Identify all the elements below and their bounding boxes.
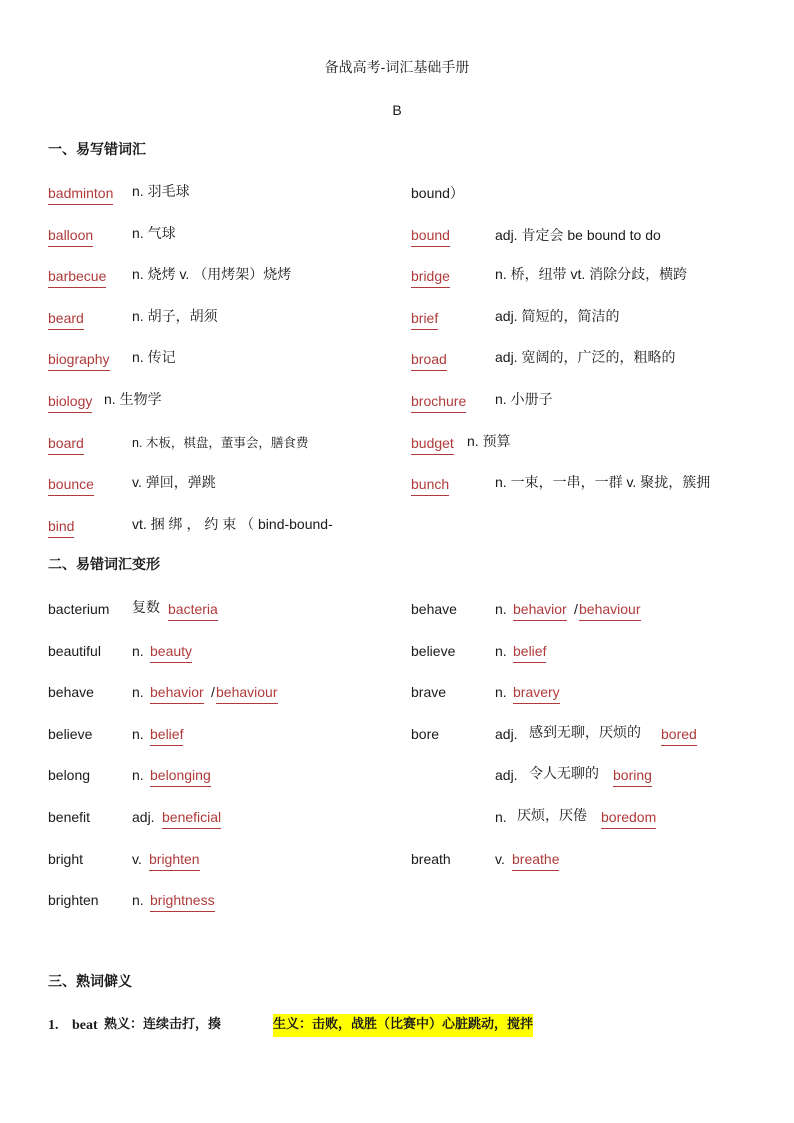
meaning-text: 感到无聊，厌烦的 bbox=[529, 724, 641, 740]
part-of-speech: adj. bbox=[495, 767, 518, 783]
vocab-word: board bbox=[48, 434, 84, 455]
derived-form: brightness bbox=[150, 891, 215, 912]
base-word: behave bbox=[411, 601, 457, 617]
vocab-word: brief bbox=[411, 309, 438, 330]
meaning-text: 厌烦，厌倦 bbox=[517, 807, 587, 823]
vocab-definition: v. 弹回，弹跳 bbox=[132, 474, 216, 490]
base-word: benefit bbox=[48, 809, 91, 825]
vocab-definition: adj. 简短的，简洁的 bbox=[495, 308, 620, 324]
part-of-speech: adj. bbox=[495, 726, 518, 742]
vocab-word: budget bbox=[411, 434, 454, 455]
derived-form: boredom bbox=[601, 808, 656, 829]
base-word: behave bbox=[48, 684, 94, 700]
vocab-definition: n. 生物学 bbox=[104, 391, 162, 407]
base-word: bright bbox=[48, 851, 84, 867]
part-of-speech: n. bbox=[495, 601, 507, 617]
vocab-definition: adj. 宽阔的，广泛的，粗略的 bbox=[495, 349, 676, 365]
section3-heading: 三、熟词僻义 bbox=[48, 974, 132, 990]
part-of-speech: adj. bbox=[132, 809, 155, 825]
vocab-word: biology bbox=[48, 392, 92, 413]
vocab-definition: n. 胡子，胡须 bbox=[132, 308, 218, 324]
part-of-speech: n. bbox=[132, 643, 144, 659]
base-word: belong bbox=[48, 767, 91, 783]
derived-form: belonging bbox=[150, 766, 211, 787]
part-of-speech: n. bbox=[132, 892, 144, 908]
derived-form: belief bbox=[150, 725, 183, 746]
vocab-word: bunch bbox=[411, 475, 449, 496]
derived-form: beauty bbox=[150, 642, 192, 663]
vocab-word: biography bbox=[48, 350, 110, 371]
vocab-definition: n. 小册子 bbox=[495, 391, 553, 407]
vocab-word: broad bbox=[411, 350, 447, 371]
section-letter: B bbox=[392, 102, 402, 118]
meaning-text: 令人无聊的 bbox=[529, 765, 599, 781]
vocab-definition: vt. 捆 绑 ， 约 束 （ bind-bound- bbox=[132, 516, 333, 532]
item-number: 1. bbox=[48, 1018, 59, 1033]
derived-form: behavior bbox=[150, 683, 204, 704]
base-word: brighten bbox=[48, 892, 99, 908]
vocab-definition: n. 桥，纽带 vt. 消除分歧，横跨 bbox=[495, 266, 688, 282]
vocab-word: bound bbox=[411, 226, 450, 247]
vocab-definition: n. 气球 bbox=[132, 225, 176, 241]
slash-separator: / bbox=[211, 684, 215, 700]
derived-form: behaviour bbox=[579, 600, 641, 621]
familiar-meaning: 熟义：连续击打，揍 bbox=[104, 1017, 222, 1032]
derived-form: behaviour bbox=[216, 683, 278, 704]
section2-heading: 二、易错词汇变形 bbox=[48, 557, 160, 573]
part-of-speech: n. bbox=[132, 684, 144, 700]
vocab-definition: n. 烧烤 v. （用烤架）烧烤 bbox=[132, 266, 292, 282]
derived-form: bravery bbox=[513, 683, 560, 704]
vocab-word: balloon bbox=[48, 226, 93, 247]
base-word: beautiful bbox=[48, 643, 101, 659]
rare-meaning-highlight: 生义：击败，战胜（比赛中）心脏跳动，搅拌 bbox=[273, 1014, 533, 1037]
base-word: brave bbox=[411, 684, 447, 700]
derived-form: breathe bbox=[512, 850, 559, 871]
part-of-speech: n. bbox=[495, 643, 507, 659]
derived-form: behavior bbox=[513, 600, 567, 621]
vocab-word: beard bbox=[48, 309, 84, 330]
part-of-speech: n. bbox=[495, 809, 507, 825]
vocab-definition: n. 木板，棋盘，董事会，膳食费 bbox=[132, 436, 309, 450]
vocab-definition: n. 羽毛球 bbox=[132, 183, 190, 199]
vocab-word: brochure bbox=[411, 392, 466, 413]
part-of-speech: v. bbox=[132, 851, 142, 867]
vocab-continuation: bound） bbox=[411, 185, 464, 201]
vocab-word: barbecue bbox=[48, 267, 106, 288]
base-word: bacterium bbox=[48, 601, 110, 617]
derived-form: bored bbox=[661, 725, 697, 746]
part-of-speech: n. bbox=[495, 684, 507, 700]
page-title: 备战高考-词汇基础手册 bbox=[324, 59, 470, 75]
derived-form: beneficial bbox=[162, 808, 221, 829]
vocab-word: bridge bbox=[411, 267, 450, 288]
vocab-word: badminton bbox=[48, 184, 113, 205]
derived-form: belief bbox=[513, 642, 546, 663]
base-word: breath bbox=[411, 851, 451, 867]
part-of-speech: 复数 bbox=[132, 599, 160, 615]
part-of-speech: n. bbox=[132, 767, 144, 783]
derived-form: bacteria bbox=[168, 600, 218, 621]
headword: beat bbox=[72, 1018, 98, 1033]
vocab-word: bounce bbox=[48, 475, 94, 496]
base-word: believe bbox=[48, 726, 93, 742]
section1-heading: 一、易写错词汇 bbox=[48, 142, 146, 158]
vocab-definition: n. 预算 bbox=[467, 433, 511, 449]
vocab-definition: n. 传记 bbox=[132, 349, 176, 365]
base-word: bore bbox=[411, 726, 440, 742]
vocab-definition: n. 一束，一串，一群 v. 聚拢，簇拥 bbox=[495, 474, 711, 490]
slash-separator: / bbox=[574, 601, 578, 617]
derived-form: brighten bbox=[149, 850, 200, 871]
part-of-speech: v. bbox=[495, 851, 505, 867]
base-word: believe bbox=[411, 643, 456, 659]
vocab-definition: adj. 肯定会 be bound to do bbox=[495, 227, 661, 243]
derived-form: boring bbox=[613, 766, 652, 787]
vocab-word: bind bbox=[48, 517, 74, 538]
part-of-speech: n. bbox=[132, 726, 144, 742]
